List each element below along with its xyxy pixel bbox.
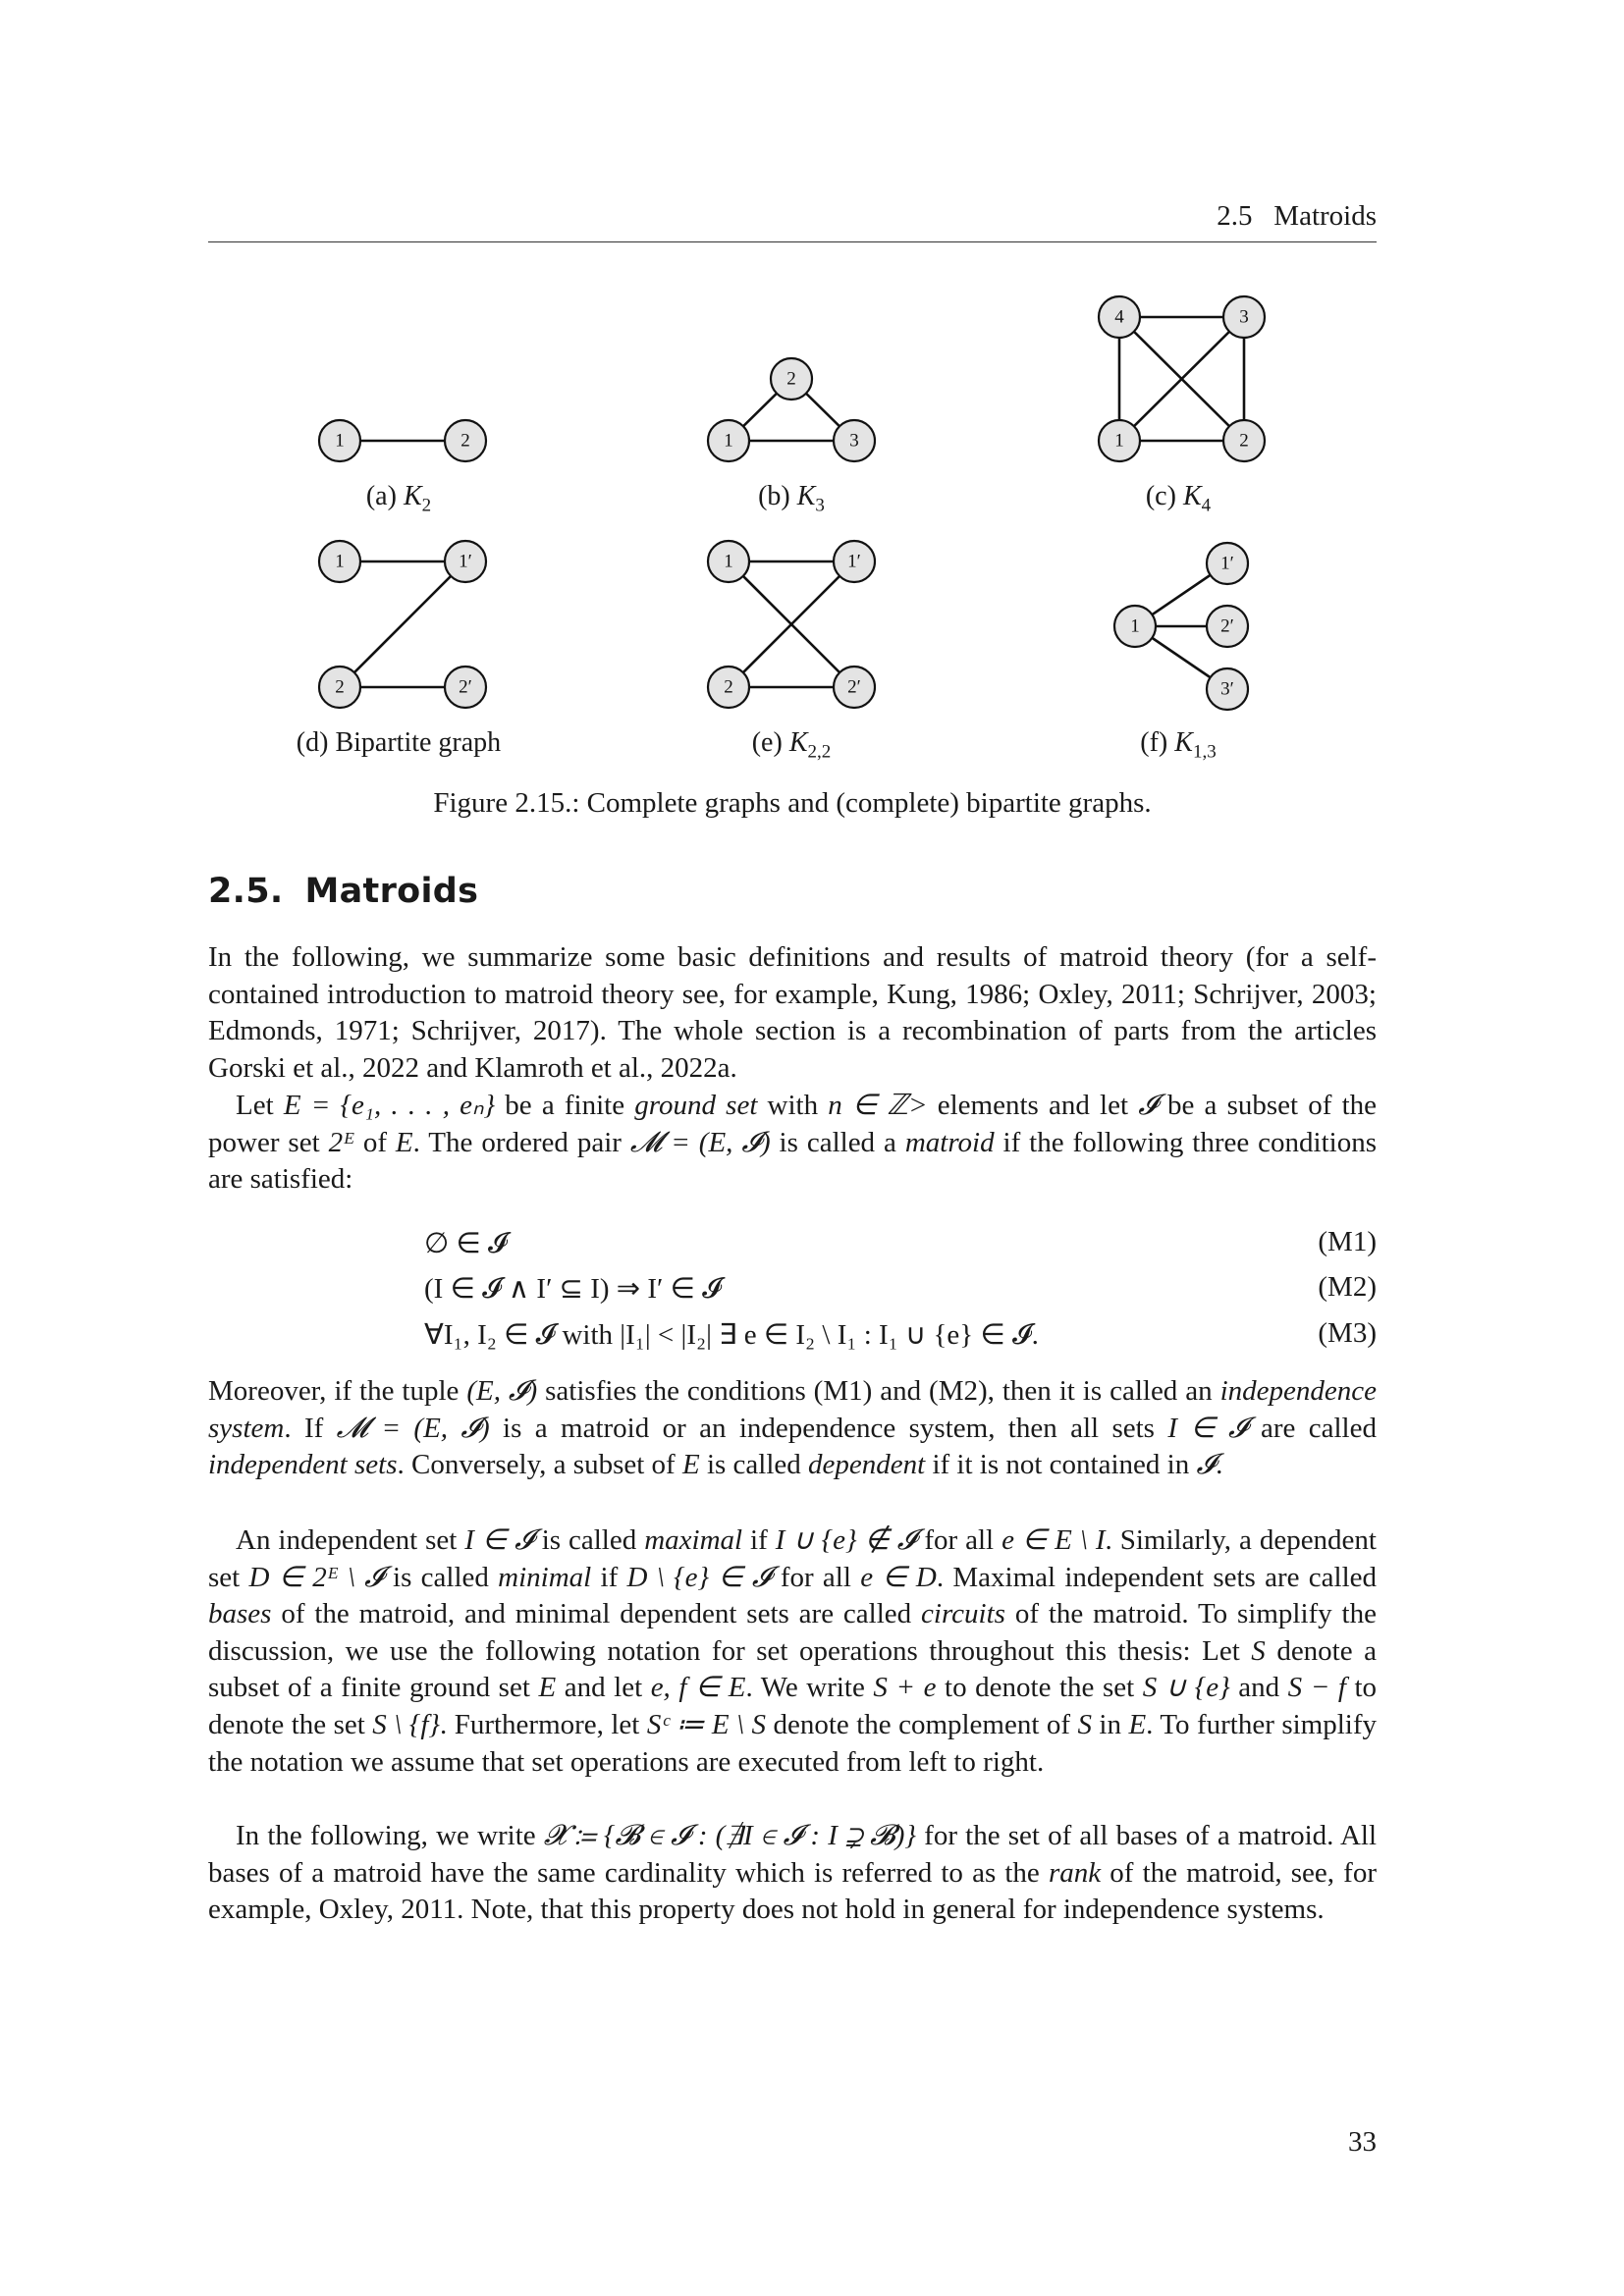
paragraph-2 [208,1088,1377,1199]
node [319,667,360,708]
text: is called [383,1561,499,1593]
math: S − f [1287,1672,1346,1704]
text: . To further simplify the notation we assume that set operations are executed from left to right. [208,1708,1378,1778]
equation-expression: (I ∈ 𝓘 ∧ I′ ⊆ I) ⇒ I′ ∈ 𝓘 [424,1273,722,1305]
paragraph-5 [208,1818,1377,1929]
graph-k22 [708,541,875,708]
equation-m2 [424,1271,1377,1308]
text: and let [556,1672,651,1704]
node [319,541,360,582]
math: S \ {f} [372,1708,441,1740]
node-label: 1 [724,551,733,572]
section-heading [208,872,478,911]
math: 2ᴱ [328,1126,354,1158]
text: . Maximal independent sets are called [936,1561,1378,1593]
math: 𝓜 = (E, 𝓘) [629,1126,771,1158]
figure-caption: Figure 2.15.: Complete graphs and (complete) bipartite graphs. [433,787,1152,819]
text: Moreover, if the tuple [208,1375,467,1407]
subcaption-f [972,727,1384,764]
text: . If [284,1412,337,1444]
term: independence system [208,1375,1378,1444]
node-label: 2 [460,430,470,452]
subcaption-sub: 4 [1201,495,1212,516]
subcaption-b [585,481,998,517]
node-label: 2 [335,676,345,698]
subcaption-prefix: (a) [365,481,397,511]
text: of the matroid. To simplify the discussion, we use the following notation for set operations throughout this thesis: Let [208,1598,1377,1667]
text: denote a subset of a finite ground set [208,1634,1378,1704]
text: of [353,1126,396,1158]
term: minimal [498,1561,592,1593]
term: circuits [921,1598,1005,1630]
term: matroid [904,1126,995,1158]
math: S [1077,1708,1092,1740]
header-section-title: Matroids [1273,200,1377,232]
graph-bipartite [319,541,486,708]
math: (E, 𝓘) [466,1375,538,1407]
text: . Furthermore, let [440,1708,647,1740]
edge [340,561,465,687]
text: is called [699,1449,809,1481]
node-label: 1 [1130,615,1140,637]
graph-k4 [1099,296,1265,461]
text: be a finite [495,1090,635,1121]
math: 𝓘 [1196,1449,1217,1481]
node-label: 3′ [1220,678,1234,700]
node [771,358,812,400]
math: I ∪ {e} ∉ 𝓘 [775,1524,917,1556]
node [1114,606,1156,647]
math: e, f ∈ E [650,1672,746,1704]
equation-m1 [424,1226,1377,1263]
text: if the following three conditions are satisfied: [208,1126,1377,1196]
subcaption-c [972,481,1384,517]
node-label: 1 [335,430,345,452]
node [1099,296,1140,338]
text: . We write [745,1672,874,1704]
math: 𝓜 = (E, 𝓘) [336,1412,490,1444]
paragraph-3 [208,1373,1377,1484]
text: satisfies the conditions (M1) and (M2), then it is called an [537,1375,1220,1407]
text: and [1229,1672,1288,1704]
section-title: Matroids [304,872,479,911]
node-label: 2 [1239,430,1249,452]
subcaption-prefix: (f) [1140,727,1168,758]
node [708,667,749,708]
node [445,667,486,708]
math: E [538,1672,557,1704]
subcaption-prefix: (e) [751,727,783,758]
math: 𝓧 ≔ {𝓑 ∈ 𝓘 : (∄I ∈ 𝓘 : I ⊋ 𝓑)} [543,1820,916,1851]
subcaption-sub: 2 [421,495,432,516]
text: An independent set [236,1524,465,1556]
term: ground set [634,1090,758,1121]
math: E [1128,1708,1147,1740]
math: e ∈ D [860,1561,937,1593]
subcaption-math: K [1174,727,1193,758]
text: to denote the set [936,1672,1143,1704]
text: if [742,1524,776,1556]
node [834,667,875,708]
section-number: 2.5. [208,872,284,911]
text: to denote the set [208,1672,1378,1740]
term: dependent [808,1449,926,1481]
math: S [1251,1634,1266,1667]
term: bases [208,1598,272,1630]
node-label: 2′ [847,676,861,698]
equation-expression: ∅ ∈ 𝓘 [424,1228,508,1259]
node [1099,420,1140,461]
text: for all [916,1524,1002,1556]
paragraph-4 [208,1522,1377,1781]
text: elements and let [927,1090,1139,1121]
text: if it is not contained in [925,1449,1197,1481]
equation-tag: (M3) [1318,1317,1377,1349]
subcaption-sub: 1,3 [1192,741,1217,763]
math: n ∈ ℤ> [828,1090,928,1121]
node [708,420,749,461]
graph-k13 [1114,543,1248,710]
text: is called a [770,1126,905,1158]
node [834,420,875,461]
math: E [681,1449,700,1481]
subcaption-a [192,481,605,517]
subcaption-e [585,727,998,764]
math: I ∈ 𝓘 [464,1524,534,1556]
text: are called [1247,1412,1377,1444]
node-label: 2′ [1220,615,1234,637]
node-label: 2 [786,368,796,390]
text: of the matroid, see, for example, Oxley, 2011. Note, that this property does not hold in general for independence systems. [208,1856,1377,1926]
header-section-number: 2.5 [1217,200,1253,232]
math: S + e [873,1672,937,1704]
node-label: 1′ [847,551,861,572]
math: S ∪ {e} [1142,1672,1230,1704]
node [834,541,875,582]
subcaption-sub: 3 [815,495,825,516]
text: is called [533,1524,645,1556]
subcaption-math: K [403,481,422,511]
paragraph-1: In the following, we summarize some basic definitions and results of matroid theory (for a self-contained introduction to matroid theory see, for example, Kung, 1986; Oxley, 2011; Schrijver, 2003; Edmonds, 1971; Schrijver, 2017). The whole section is a recombination of parts from the articles Gorski et al., 2022 and Klamroth et al., 2022a. [208,941,1377,1084]
math: Sᶜ ≔ E \ S [646,1708,766,1740]
text: . [1216,1449,1223,1481]
subcaption-math: K [796,481,816,511]
node [1207,543,1248,584]
text: is a matroid or an independence system, then all sets [489,1412,1168,1444]
text: be a subset of the power set [208,1090,1377,1158]
subcaption-math: K [1182,481,1202,511]
subcaption-d [192,727,605,759]
node-label: 1 [724,430,733,452]
graph-k2 [0,0,1624,785]
equation-m3 [424,1317,1377,1355]
node-label: 3 [1239,306,1249,328]
node [1223,420,1265,461]
text: . Conversely, a subset of [397,1449,682,1481]
subcaption-prefix: (b) [758,481,790,511]
node [445,420,486,461]
text: denote the complement of [766,1708,1078,1740]
node-label: 1′ [1220,553,1234,574]
equation-tag: (M1) [1318,1226,1377,1257]
graph-k3 [708,358,875,461]
node [1207,606,1248,647]
subcaption-prefix: (c) [1145,481,1176,511]
text: in [1091,1708,1129,1740]
equation-expression: ∀I₁, I₂ ∈ 𝓘 with |I₁| < |I₂| ∃ e ∈ I₂ \ I₁ : I₁ ∪ {e} ∈ 𝓘. [424,1319,1039,1351]
node-label: 1 [335,551,345,572]
node-label: 2 [724,676,733,698]
text: if [591,1561,627,1593]
equation-tag: (M2) [1318,1271,1377,1303]
math: I ∈ 𝓘 [1167,1412,1248,1444]
math: E [395,1126,413,1158]
node-label: 2′ [459,676,472,698]
text: . The ordered pair [412,1126,630,1158]
subcaption-prefix: (d) [296,727,329,758]
term: independent sets [208,1449,398,1481]
math: D \ {e} ∈ 𝓘 [626,1561,772,1593]
node [445,541,486,582]
node [708,541,749,582]
node [1207,668,1248,710]
node [1223,296,1265,338]
text: . Similarly, a dependent set [208,1524,1377,1593]
node [319,420,360,461]
node-label: 1 [1114,430,1124,452]
subcaption-math: K [788,727,808,758]
math: D ∈ 2ᴱ \ 𝓘 [248,1561,384,1593]
text: Let [236,1090,284,1121]
text: for all [771,1561,861,1593]
term: rank [1048,1856,1102,1889]
text: In the following, we write [236,1820,544,1851]
text: with [757,1090,829,1121]
node-label: 1′ [459,551,472,572]
node-label: 3 [849,430,859,452]
text: for the set of all bases of a matroid. All bases of a matroid have the same cardinality which is referred to as the [208,1820,1377,1889]
node-label: 4 [1114,306,1124,328]
text: of the matroid, and minimal dependent sets are called [271,1598,922,1630]
math: e ∈ E \ I [1001,1524,1106,1556]
term: maximal [644,1524,743,1556]
math: 𝓘 [1138,1090,1158,1121]
subcaption-text: Bipartite graph [335,727,502,758]
page-number: 33 [1348,2126,1377,2158]
math: E = {e₁, . . . , eₙ} [283,1090,496,1121]
subcaption-sub: 2,2 [807,741,832,763]
